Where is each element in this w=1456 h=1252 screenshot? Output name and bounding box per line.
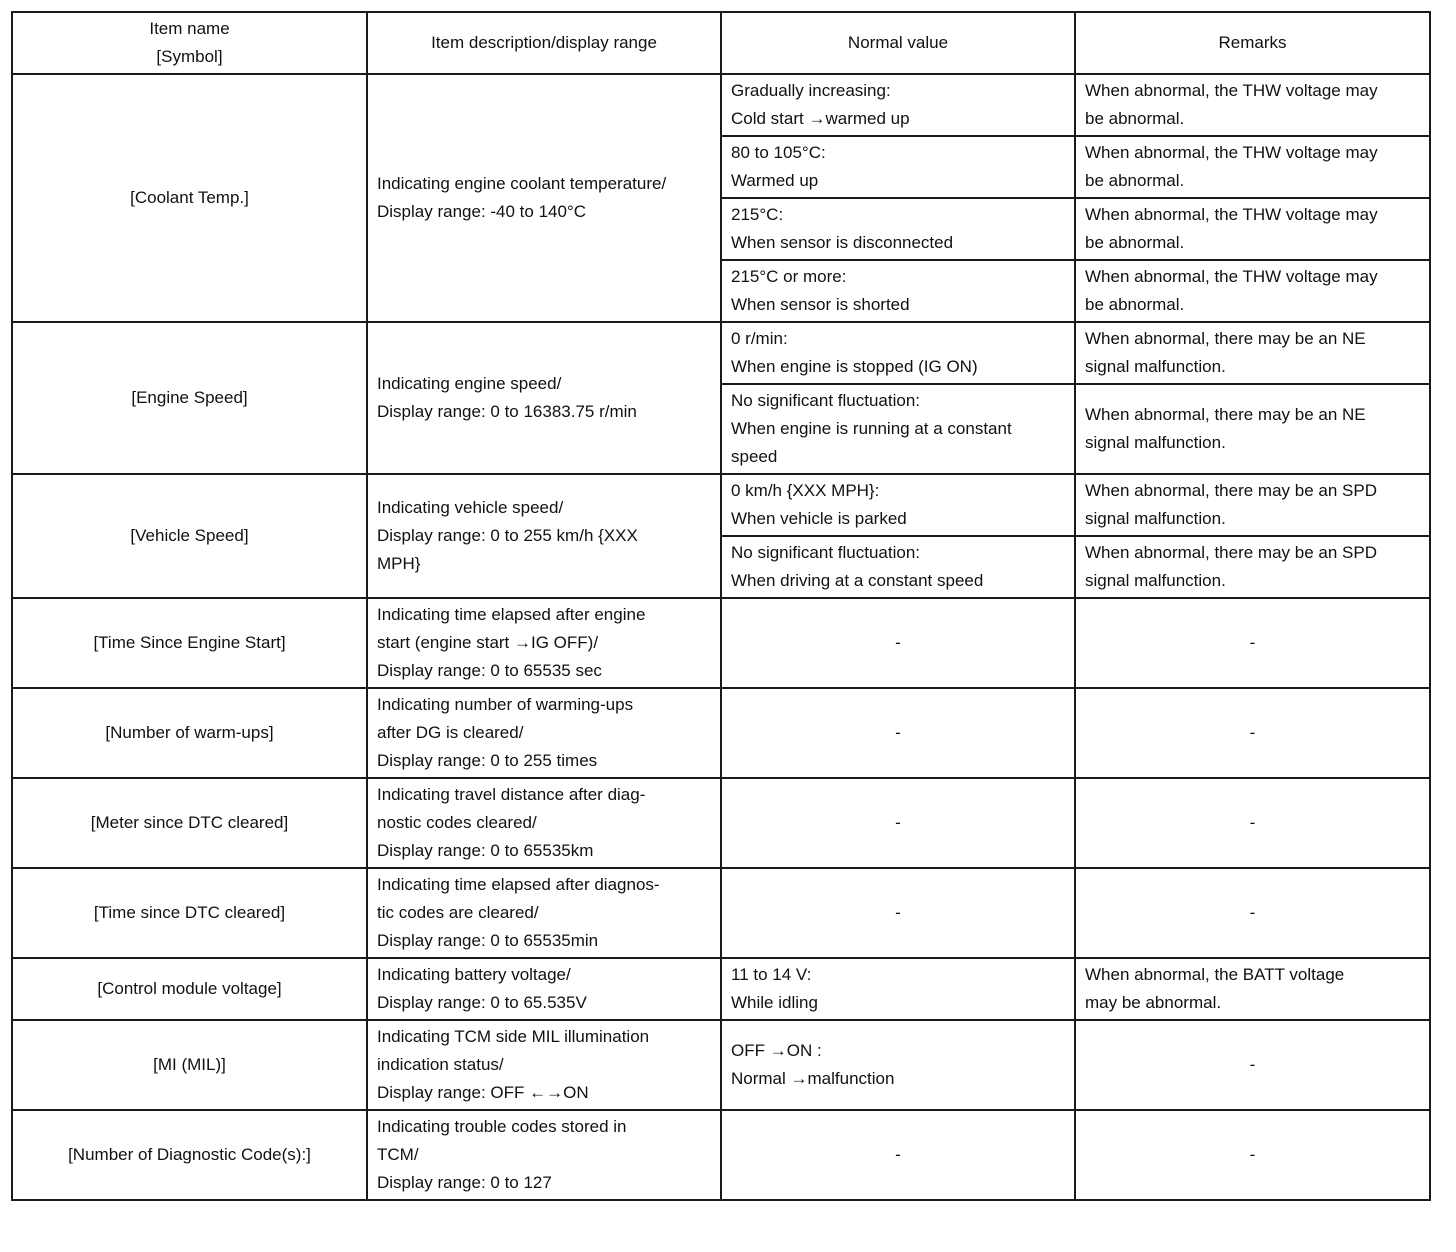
remarks-line: When abnormal, the THW voltage may — [1085, 143, 1378, 162]
description-line: Display range: -40 to 140°C — [377, 202, 587, 221]
item-name-cell: [Number of Diagnostic Code(s):] — [12, 1110, 367, 1200]
description-cell — [367, 778, 721, 868]
description-cell — [367, 322, 721, 474]
description-cell — [367, 1110, 721, 1200]
data-table-wrapper — [11, 11, 1431, 1201]
normal-value-cell: - — [721, 598, 1075, 688]
remarks-line: When abnormal, there may be an SPD — [1085, 543, 1377, 562]
value-line: OFF →ON : — [731, 1041, 822, 1060]
description-line: Indicating engine coolant temperature/ — [377, 174, 667, 193]
normal-value-cell: - — [721, 1110, 1075, 1200]
remarks-cell — [1075, 322, 1430, 384]
normal-value-cell — [721, 74, 1075, 136]
description-line: Indicating travel distance after diag- — [377, 785, 646, 804]
value-line: 0 r/min: — [731, 329, 788, 348]
remarks-cell: - — [1075, 598, 1430, 688]
remarks-line: be abnormal. — [1085, 171, 1185, 190]
value-line: Gradually increasing: — [731, 81, 891, 100]
remarks-line: When abnormal, the THW voltage may — [1085, 81, 1378, 100]
item-name-cell: [Engine Speed] — [12, 322, 367, 474]
description-line: Display range: 0 to 65.535V — [377, 993, 587, 1012]
data-monitor-table — [11, 11, 1431, 1201]
remarks-line: When abnormal, there may be an SPD — [1085, 481, 1377, 500]
item-name-cell: [MI (MIL)] — [12, 1020, 367, 1110]
value-line: 215°C or more: — [731, 267, 847, 286]
remarks-line: may be abnormal. — [1085, 993, 1222, 1012]
table-row — [12, 1020, 1430, 1110]
value-line: While idling — [731, 993, 818, 1012]
header-remarks: Remarks — [1075, 12, 1430, 74]
normal-value-cell — [721, 322, 1075, 384]
value-line: 80 to 105°C: — [731, 143, 826, 162]
header-normal-value: Normal value — [721, 12, 1075, 74]
remarks-line: When abnormal, there may be an NE — [1085, 405, 1366, 424]
value-line: Cold start →warmed up — [731, 109, 910, 128]
value-line: Warmed up — [731, 171, 819, 190]
remarks-cell: - — [1075, 688, 1430, 778]
remarks-line: signal malfunction. — [1085, 571, 1226, 590]
description-line: after DG is cleared/ — [377, 723, 524, 742]
remarks-cell — [1075, 198, 1430, 260]
description-line: indication status/ — [377, 1055, 504, 1074]
description-line: Indicating vehicle speed/ — [377, 498, 564, 517]
remarks-line: When abnormal, there may be an NE — [1085, 329, 1366, 348]
description-line: Display range: 0 to 255 km/h {XXX — [377, 526, 638, 545]
remarks-line: signal malfunction. — [1085, 433, 1226, 452]
normal-value-cell — [721, 536, 1075, 598]
description-line: tic codes are cleared/ — [377, 903, 539, 922]
header-symbol-label: [Symbol] — [156, 47, 223, 66]
description-line: Display range: OFF ←→ON — [377, 1083, 589, 1102]
item-name-cell: [Control module voltage] — [12, 958, 367, 1020]
item-name-cell: [Number of warm-ups] — [12, 688, 367, 778]
value-line: 0 km/h {XXX MPH}: — [731, 481, 880, 500]
description-cell — [367, 958, 721, 1020]
description-line: Indicating number of warming-ups — [377, 695, 634, 714]
remarks-line: be abnormal. — [1085, 233, 1185, 252]
table-row — [12, 1110, 1430, 1200]
normal-value-cell: - — [721, 778, 1075, 868]
normal-value-cell — [721, 1020, 1075, 1110]
remarks-cell — [1075, 74, 1430, 136]
value-line: speed — [731, 447, 778, 466]
remarks-cell — [1075, 958, 1430, 1020]
value-line: When engine is stopped (IG ON) — [731, 357, 978, 376]
normal-value-cell — [721, 384, 1075, 474]
header-item-name-label: Item name — [149, 19, 230, 38]
description-line: Indicating time elapsed after diagnos- — [377, 875, 660, 894]
description-cell — [367, 688, 721, 778]
remarks-cell — [1075, 536, 1430, 598]
table-row — [12, 598, 1430, 688]
table-row — [12, 868, 1430, 958]
normal-value-cell — [721, 474, 1075, 536]
description-line: Display range: 0 to 255 times — [377, 751, 598, 770]
description-cell — [367, 868, 721, 958]
value-line: 215°C: — [731, 205, 784, 224]
value-line: 11 to 14 V: — [731, 965, 812, 984]
description-line: start (engine start →IG OFF)/ — [377, 633, 599, 652]
remarks-line: When abnormal, the THW voltage may — [1085, 267, 1378, 286]
normal-value-cell — [721, 958, 1075, 1020]
normal-value-cell: - — [721, 688, 1075, 778]
description-line: Display range: 0 to 65535 sec — [377, 661, 602, 680]
description-line: Display range: 0 to 16383.75 r/min — [377, 402, 637, 421]
normal-value-cell — [721, 198, 1075, 260]
remarks-line: be abnormal. — [1085, 109, 1185, 128]
description-cell — [367, 474, 721, 598]
item-name-cell: [Time Since Engine Start] — [12, 598, 367, 688]
remarks-line: When abnormal, the THW voltage may — [1085, 205, 1378, 224]
remarks-cell — [1075, 260, 1430, 322]
description-line: nostic codes cleared/ — [377, 813, 537, 832]
remarks-cell: - — [1075, 868, 1430, 958]
item-name-cell: [Meter since DTC cleared] — [12, 778, 367, 868]
value-line: When vehicle is parked — [731, 509, 907, 528]
value-line: When sensor is disconnected — [731, 233, 954, 252]
value-line: When engine is running at a constant — [731, 419, 1012, 438]
description-cell — [367, 1020, 721, 1110]
value-line: Normal →malfunction — [731, 1069, 895, 1088]
description-cell — [367, 74, 721, 322]
value-line: No significant fluctuation: — [731, 543, 920, 562]
remarks-line: signal malfunction. — [1085, 509, 1226, 528]
description-line: Indicating engine speed/ — [377, 374, 562, 393]
description-line: Indicating TCM side MIL illumination — [377, 1027, 650, 1046]
remarks-cell: - — [1075, 1020, 1430, 1110]
header-row — [12, 12, 1430, 74]
description-line: Display range: 0 to 127 — [377, 1173, 552, 1192]
header-description: Item description/display range — [367, 12, 721, 74]
normal-value-cell — [721, 136, 1075, 198]
table-row — [12, 322, 1430, 384]
table-row — [12, 474, 1430, 536]
table-row — [12, 958, 1430, 1020]
normal-value-cell — [721, 260, 1075, 322]
header-item-name — [12, 12, 367, 74]
value-line: No significant fluctuation: — [731, 391, 920, 410]
table-row — [12, 778, 1430, 868]
item-name-cell: [Coolant Temp.] — [12, 74, 367, 322]
remarks-line: signal malfunction. — [1085, 357, 1226, 376]
description-line: Indicating battery voltage/ — [377, 965, 571, 984]
value-line: When sensor is shorted — [731, 295, 910, 314]
description-cell — [367, 598, 721, 688]
table-row — [12, 688, 1430, 778]
normal-value-cell: - — [721, 868, 1075, 958]
value-line: When driving at a constant speed — [731, 571, 984, 590]
remarks-cell — [1075, 384, 1430, 474]
table-row — [12, 74, 1430, 136]
remarks-cell: - — [1075, 1110, 1430, 1200]
description-line: MPH} — [377, 554, 421, 573]
description-line: Indicating time elapsed after engine — [377, 605, 646, 624]
remarks-cell — [1075, 136, 1430, 198]
remarks-cell — [1075, 474, 1430, 536]
description-line: Display range: 0 to 65535km — [377, 841, 594, 860]
description-line: Indicating trouble codes stored in — [377, 1117, 627, 1136]
item-name-cell: [Time since DTC cleared] — [12, 868, 367, 958]
description-line: Display range: 0 to 65535min — [377, 931, 599, 950]
item-name-cell: [Vehicle Speed] — [12, 474, 367, 598]
remarks-line: When abnormal, the BATT voltage — [1085, 965, 1345, 984]
description-line: TCM/ — [377, 1145, 419, 1164]
remarks-cell: - — [1075, 778, 1430, 868]
remarks-line: be abnormal. — [1085, 295, 1185, 314]
